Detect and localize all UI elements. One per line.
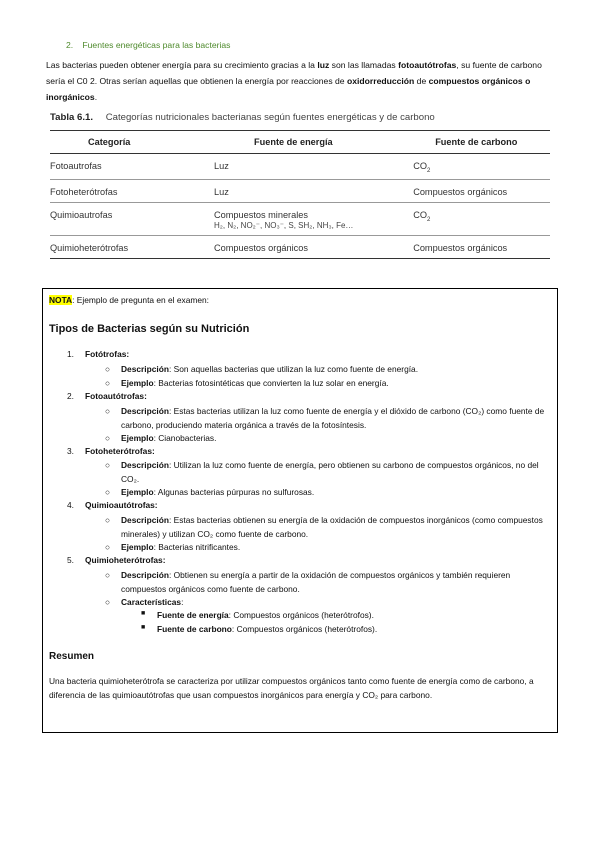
intro-bold: compuestos orgánicos o inorgánicos xyxy=(46,76,531,102)
sub-item-characteristics: ○ Características: xyxy=(105,596,550,610)
bullet-circle-icon: ○ xyxy=(105,378,111,388)
desc-text: : Utilizan la luz como fuente de energía, pero obtienen su carbono de compuestos orgánicos, no del CO₂. xyxy=(121,460,539,484)
resumen-title: Resumen xyxy=(49,651,95,662)
desc-text: : Estas bacterias obtienen su energía de la oxidación de compuestos inorgánicos (como compuestos minerales) y utilizan CO₂ como fuente de carbono. xyxy=(121,515,543,539)
example-label: Ejemplo xyxy=(121,487,154,497)
cell-energy: Compuestos orgánicos xyxy=(214,242,308,253)
carbon-subscript: 2 xyxy=(426,167,431,174)
characteristic-item xyxy=(141,624,377,634)
bullet-circle-icon: ○ xyxy=(105,570,111,580)
carbon-text: CO xyxy=(413,209,427,220)
cell-energy: Luz xyxy=(214,161,229,171)
bullet-circle-icon: ○ xyxy=(105,460,111,470)
bullet-square-icon: ■ xyxy=(141,624,146,631)
carbon-text: CO xyxy=(413,161,427,171)
intro-text: . xyxy=(94,92,98,102)
intro-text: Las bacterias pueden obtener energía para su crecimiento gracias a la xyxy=(46,60,318,70)
sub-item-description xyxy=(105,405,550,432)
item-name: Quimioheterótrofas xyxy=(85,555,163,565)
list-item-quimioheterotrofas: 5. Quimioheterótrofas: xyxy=(67,555,166,565)
bullet-circle-icon: ○ xyxy=(105,515,111,525)
table-label: Tabla 6.1. xyxy=(50,112,94,123)
cell-category: Quimioheterótrofas xyxy=(50,242,129,253)
header-carbon: Fuente de carbono xyxy=(435,137,518,147)
intro-bold: fotoautótrofas xyxy=(398,60,457,70)
energy-formula: H₂, N₂, NO₂⁻, NO₃⁻, S, SH₂, NH₃, Fe… xyxy=(214,220,354,230)
table-row xyxy=(50,179,550,202)
cell-category: Fotoheterótrofas xyxy=(50,186,118,197)
sub-item-example xyxy=(105,377,550,391)
bullet-circle-icon: ○ xyxy=(105,542,111,552)
carbon-subscript: 2 xyxy=(426,216,431,223)
desc-label: Descripción xyxy=(121,406,169,416)
example-text: : Cianobacterias. xyxy=(153,433,217,443)
list-item-fototrofas: 1. Fotótrofas: xyxy=(67,349,130,359)
sub-item-description xyxy=(105,459,550,486)
table-caption-text: Categorías nutricionales bacterianas según fuentes energéticas y de carbono xyxy=(105,112,435,123)
intro-paragraph xyxy=(46,57,556,105)
example-text: : Algunas bacterias púrpuras no sulfurosas. xyxy=(153,487,315,497)
desc-label: Descripción xyxy=(121,515,169,525)
cell-carbon xyxy=(413,202,550,235)
characteristic-text: : Compuestos orgánicos (heterótrofos). xyxy=(228,610,374,620)
bullet-circle-icon: ○ xyxy=(105,433,111,443)
intro-text: , su fuente de carbono sería el C0 2. Otras serían aquellas que obtienen la energía por reacciones de xyxy=(46,60,542,86)
cell-carbon: Compuestos orgánicos xyxy=(413,242,508,253)
list-item-fotoheterotrofas: 3. Fotoheterótrofas: xyxy=(67,446,155,456)
section-heading xyxy=(66,40,230,50)
header-category: Categoría xyxy=(88,137,131,147)
item-name: Quimioautótrofas xyxy=(85,500,155,510)
desc-text: : Estas bacterias utilizan la luz como fuente de energía y el dióxido de carbono (CO₂) como fuente de carbono, produciendo materia orgánica a través de la fotosíntesis. xyxy=(121,406,545,430)
bullet-circle-icon: ○ xyxy=(105,406,111,416)
cell-carbon xyxy=(413,154,550,180)
characteristics-label: Características xyxy=(121,597,182,607)
intro-bold: oxidorreducción xyxy=(346,76,415,86)
table-caption xyxy=(50,112,435,123)
sub-item-description xyxy=(105,569,550,596)
example-text: : Bacterias nitrificantes. xyxy=(153,542,241,552)
desc-text: : Obtienen su energía a partir de la oxidación de compuestos orgánicos y también requieren compuestos orgánicos como fuente de carbono. xyxy=(121,570,511,594)
desc-label: Descripción xyxy=(121,364,169,374)
example-label: Ejemplo xyxy=(121,433,154,443)
intro-text: de xyxy=(414,76,429,86)
cell-energy xyxy=(214,202,413,235)
table-row xyxy=(50,154,550,180)
sub-item-example xyxy=(105,541,550,555)
item-number: 4. xyxy=(67,500,74,510)
desc-label: Descripción xyxy=(121,460,169,470)
example-label: Ejemplo xyxy=(121,542,154,552)
note-title: Tipos de Bacterias según su Nutrición xyxy=(49,323,250,335)
list-item-fotoautotrofas: 2. Fotoautótrofas: xyxy=(67,391,147,401)
item-name: Fotoautótrofas xyxy=(85,391,145,401)
sub-item-example xyxy=(105,486,550,500)
item-number: 1. xyxy=(67,349,74,359)
intro-bold: luz xyxy=(317,60,330,70)
bullet-square-icon: ■ xyxy=(141,610,146,617)
item-number: 5. xyxy=(67,555,74,565)
sub-item-example xyxy=(105,432,550,446)
energy-text: Compuestos minerales xyxy=(214,209,308,220)
note-line xyxy=(49,295,209,305)
desc-label: Descripción xyxy=(121,570,169,580)
characteristic-label: Fuente de carbono xyxy=(157,624,232,634)
bullet-circle-icon: ○ xyxy=(105,364,111,374)
section-number: 2. xyxy=(66,40,74,50)
characteristic-text: : Compuestos orgánicos (heterótrofos). xyxy=(231,624,378,634)
cell-carbon: Compuestos orgánicos xyxy=(413,186,508,197)
note-label: NOTA xyxy=(49,295,73,305)
characteristic-label: Fuente de energía xyxy=(157,610,229,620)
desc-text: : Son aquellas bacterias que utilizan la luz como fuente de energía. xyxy=(168,364,419,374)
example-text: : Bacterias fotosintéticas que convierten la luz solar en energía. xyxy=(153,378,389,388)
cell-category: Fotoautrofas xyxy=(50,161,102,171)
bullet-circle-icon: ○ xyxy=(105,597,111,607)
item-number: 2. xyxy=(67,391,74,401)
note-text: : Ejemplo de pregunta en el examen: xyxy=(72,295,209,305)
example-label: Ejemplo xyxy=(121,378,154,388)
resumen-text: Una bacteria quimioheterótrofa se caracteriza por utilizar compuestos orgánicos tanto como fuente de energía como de carbono, a diferencia de las quimioautótrofas que usan compuestos inorgánicos para energía y CO₂ para carbono. xyxy=(49,676,534,700)
item-name: Fotótrofas xyxy=(85,349,127,359)
table-header-row xyxy=(50,131,550,154)
table-row xyxy=(50,202,550,235)
sub-item-description xyxy=(105,363,550,377)
bullet-circle-icon: ○ xyxy=(105,487,111,497)
characteristic-item xyxy=(141,610,374,620)
table-row xyxy=(50,235,550,258)
note-box xyxy=(42,288,558,733)
item-number: 3. xyxy=(67,446,74,456)
cell-energy: Luz xyxy=(214,186,229,197)
intro-text: son las llamadas xyxy=(329,60,399,70)
item-name: Fotoheterótrofas xyxy=(85,446,152,456)
section-title: Fuentes energéticas para las bacterias xyxy=(82,40,231,50)
nutrition-table xyxy=(50,130,550,259)
cell-category: Quimioautrofas xyxy=(50,209,113,220)
list-item-quimioautotrofas: 4. Quimioautótrofas: xyxy=(67,500,158,510)
sub-item-description xyxy=(105,514,550,541)
header-energy: Fuente de energía xyxy=(254,137,333,147)
